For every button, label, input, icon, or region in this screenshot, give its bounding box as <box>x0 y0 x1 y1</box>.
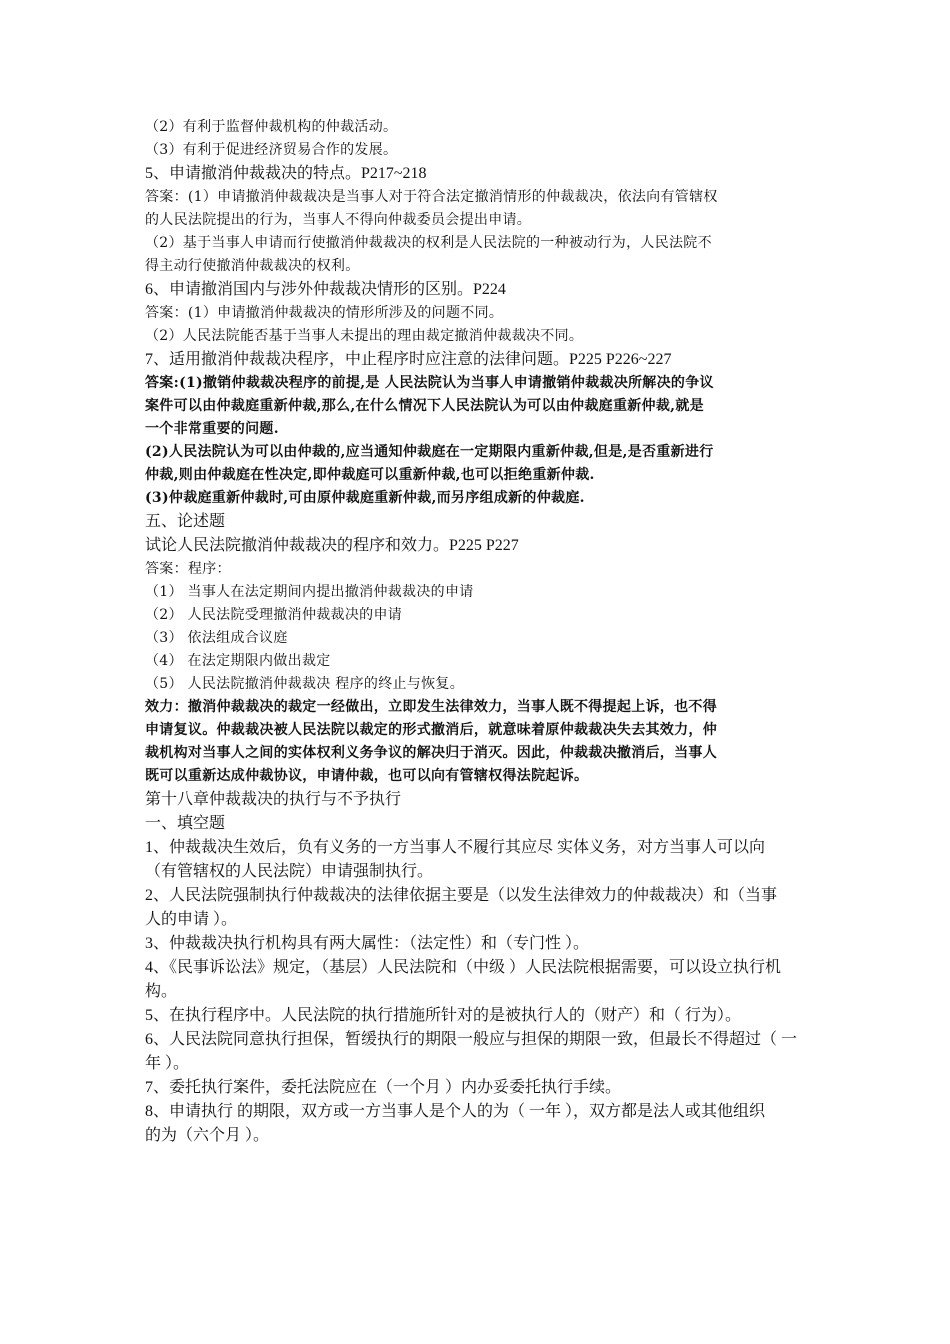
list-item: （1） 当事人在法定期间内提出撤消仲裁裁决的申请 <box>145 584 474 600</box>
text-line: 的人民法院提出的行为，当事人不得向仲裁委员会提出申请。 <box>145 212 532 228</box>
text-line: 裁机构对当事人之间的实体权利义务争议的解决归于消灭。因此，仲裁裁决撤消后，当事人 <box>145 745 717 761</box>
text-line: （2）基于当事人申请而行使撤消仲裁裁决的权利是人民法院的一种被动行为，人民法院不 <box>145 235 712 251</box>
text-line: (2)人民法院认为可以由仲裁的,应当通知仲裁庭在一定期限内重新仲裁,但是,是否重新进行 <box>145 444 714 460</box>
list-item: （4） 在法定期限内做出裁定 <box>145 653 331 669</box>
text-line: 7、委托执行案件，委托法院应在（一个月 ）内办妥委托执行手续。 <box>145 1079 622 1096</box>
question-heading: 5、申请撤消仲裁裁决的特点。P217~218 <box>145 165 427 182</box>
document-body <box>145 116 810 1148</box>
text-line: 的为（六个月 ）。 <box>145 1127 270 1144</box>
chapter-heading: 第十八章仲裁裁决的执行与不予执行 <box>145 791 402 808</box>
text-line: 效力：撤消仲裁裁决的裁定一经做出，立即发生法律效力，当事人既不得提起上诉，也不得 <box>145 699 717 715</box>
section-heading: 一、填空题 <box>145 815 226 832</box>
question-heading: 6、申请撤消国内与涉外仲裁裁决情形的区别。P224 <box>145 281 506 298</box>
text-line: 4、《民事诉讼法》规定，（基层）人民法院和（中级 ）人民法院根据需要，可以设立执行机 <box>145 959 782 976</box>
text-line: （2）有利于监督仲裁机构的仲裁活动。 <box>145 119 398 135</box>
answer-line: 答案:(1)撤销仲裁裁决程序的前提,是 人民法院认为当事人申请撤销仲裁裁决所解决的争议 <box>145 375 714 391</box>
text-line: 年 ）。 <box>145 1055 190 1072</box>
text-line: 1、仲裁裁决生效后，负有义务的一方当事人不履行其应尽 实体义务，对方当事人可以向 <box>145 839 766 856</box>
list-item: （2） 人民法院受理撤消仲裁裁决的申请 <box>145 607 403 623</box>
text-line: (3)仲裁庭重新仲裁时,可由原仲裁庭重新仲裁,而另序组成新的仲裁庭. <box>145 490 585 506</box>
text-line: 仲裁,则由仲裁庭在性决定,即仲裁庭可以重新仲裁,也可以拒绝重新仲裁. <box>145 467 595 483</box>
text-line: （2）人民法院能否基于当事人未提出的理由裁定撤消仲裁裁决不同。 <box>145 328 584 344</box>
list-item: （3） 依法组成合议庭 <box>145 630 288 646</box>
list-item: （5） 人民法院撤消仲裁裁决 程序的终止与恢复。 <box>145 676 465 692</box>
text-line: 8、申请执行 的期限，双方或一方当事人是个人的为（ 一年 ），双方都是法人或其他组织 <box>145 1103 766 1120</box>
answer-line: 答案：(1）申请撤消仲裁裁决的情形所涉及的问题不同。 <box>145 305 504 321</box>
text-line: 5、在执行程序中。人民法院的执行措施所针对的是被执行人的（财产）和（ 行为）。 <box>145 1007 742 1024</box>
text-line: 案件可以由仲裁庭重新仲裁,那么,在什么情况下人民法院认为可以由仲裁庭重新仲裁,就是 <box>145 398 704 414</box>
text-line: 得主动行使撤消仲裁裁决的权利。 <box>145 258 360 274</box>
text-line: （有管辖权的人民法院）申请强制执行。 <box>145 863 434 880</box>
question-heading: 试论人民法院撤消仲裁裁决的程序和效力。P225 P227 <box>145 537 519 554</box>
text-line: 既可以重新达成仲裁协议，申请仲裁，也可以向有管辖权得法院起诉。 <box>145 768 589 784</box>
text-line: 3、仲裁裁决执行机构具有两大属性：（法定性）和（专门性 ）。 <box>145 935 590 952</box>
text-line: 申请复议。仲裁裁决被人民法院以裁定的形式撤消后，就意味着原仲裁裁决失去其效力，仲 <box>145 722 717 738</box>
text-line: 一个非常重要的问题. <box>145 421 279 437</box>
text-line: 2、人民法院强制执行仲裁裁决的法律依据主要是（以发生法律效力的仲裁裁决）和（当事 <box>145 887 778 904</box>
section-heading: 五、论述题 <box>145 513 226 530</box>
text-line: 构。 <box>145 983 178 1000</box>
answer-line: 答案：程序： <box>145 561 231 577</box>
text-line: 6、人民法院同意执行担保，暂缓执行的期限一般应与担保的期限一致，但最长不得超过（ 一 <box>145 1031 798 1048</box>
answer-line: 答案：(1）申请撤消仲裁裁决是当事人对于符合法定撤消情形的仲裁裁决，依法向有管辖权 <box>145 189 718 205</box>
question-heading: 7、适用撤消仲裁裁决程序，中止程序时应注意的法律问题。P225 P226~227 <box>145 351 672 368</box>
text-line: 人的申请 ）。 <box>145 911 238 928</box>
text-line: （3）有利于促进经济贸易合作的发展。 <box>145 142 398 158</box>
